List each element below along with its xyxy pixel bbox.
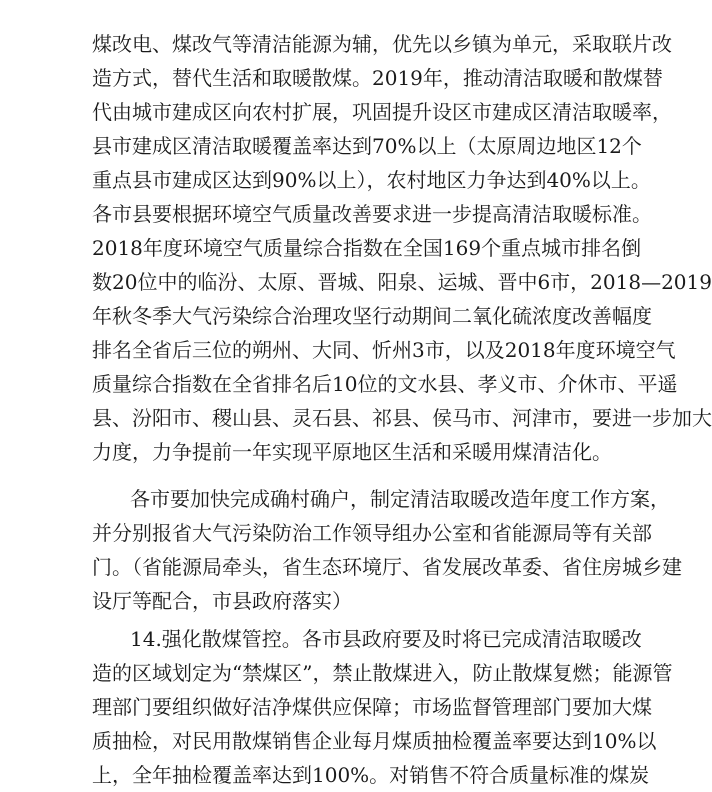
text-line: 县市建成区清洁取暖覆盖率达到70%以上（太原周边地区12个 xyxy=(92,134,642,158)
text-line: 造的区域划定为“禁煤区”，禁止散煤进入，防止散煤复燃；能源管 xyxy=(92,661,673,685)
text-line: 县、汾阳市、稷山县、灵石县、祁县、侯马市、河津市，要进一步加大 xyxy=(92,406,712,430)
text-line: 各市要加快完成确村确户，制定清洁取暖改造年度工作方案， xyxy=(130,487,670,511)
text-line: 数20位中的临汾、太原、晋城、阳泉、运城、晋中6市，2018—2019 xyxy=(92,270,712,294)
text-line: 上，全年抽检覆盖率达到100%。对销售不符合质量标准的煤炭 xyxy=(92,763,650,787)
text-line: 2018年度环境空气质量综合指数在全国169个重点城市排名倒 xyxy=(92,236,642,260)
text-line: 设厅等配合，市县政府落实） xyxy=(92,589,352,613)
text-line: 门。（省能源局牵头，省生态环境厅、省发展改革委、省住房城乡建 xyxy=(92,555,682,579)
text-line: 各市县要根据环境空气质量改善要求进一步提高清洁取暖标准。 xyxy=(92,202,652,226)
text-line: 造方式，替代生活和取暖散煤。2019年，推动清洁取暖和散煤替 xyxy=(92,66,663,90)
text-line: 力度，力争提前一年实现平原地区生活和采暖用煤清洁化。 xyxy=(92,440,612,464)
text-line: 煤改电、煤改气等清洁能源为辅，优先以乡镇为单元，采取联片改 xyxy=(92,32,672,56)
text-line: 并分别报省大气污染防治工作领导组办公室和省能源局等有关部 xyxy=(92,521,652,545)
text-line: 理部门要组织做好洁净煤供应保障；市场监督管理部门要加大煤 xyxy=(92,695,652,719)
text-line: 重点县市建成区达到90%以上），农村地区力争达到40%以上。 xyxy=(92,168,651,192)
text-line: 14.强化散煤管控。各市县政府要及时将已完成清洁取暖改 xyxy=(130,627,642,651)
text-line: 代由城市建成区向农村扩展，巩固提升设区市建成区清洁取暖率， xyxy=(92,100,672,124)
text-line: 排名全省后三位的朔州、大同、忻州3市，以及2018年度环境空气 xyxy=(92,338,676,362)
text-line: 年秋冬季大气污染综合治理攻坚行动期间二氧化硫浓度改善幅度 xyxy=(92,304,652,328)
text-line: 质抽检，对民用散煤销售企业每月煤质抽检覆盖率要达到10%以 xyxy=(92,729,657,753)
text-line: 质量综合指数在全省排名后10位的文水县、孝义市、介休市、平遥 xyxy=(92,372,678,396)
